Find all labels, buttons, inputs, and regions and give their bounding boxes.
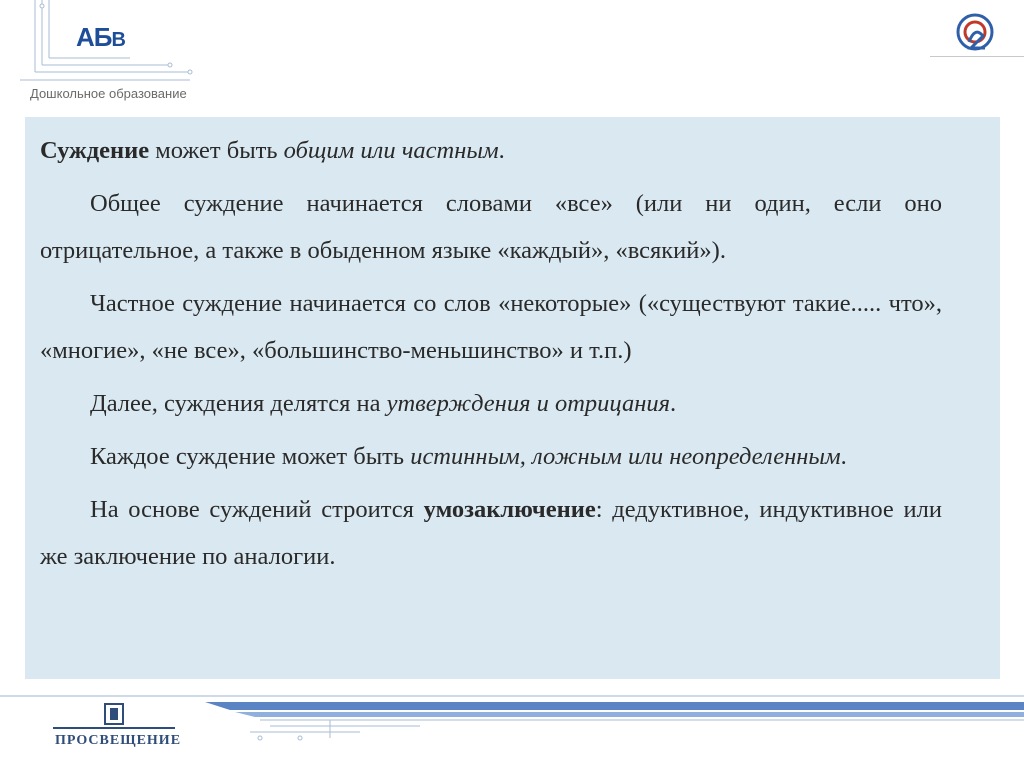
p4-text: Далее, суждения делятся на: [90, 390, 387, 417]
p1-end: .: [498, 137, 505, 164]
term-inference: умозаключение: [423, 496, 596, 523]
logo-small-text: В: [111, 29, 125, 51]
prosveshchenie-book-icon: [103, 702, 125, 726]
footer-brand: ПРОСВЕЩЕНИЕ: [55, 733, 182, 748]
corner-divider: [930, 56, 1024, 57]
paragraph-2: Общее суждение начинается словами «все» (или ни один, если оно отрицательное, а также в обыденном языке «каждый», «всякий»).: [40, 190, 942, 264]
emblem-icon: [955, 12, 995, 54]
term-judgment: Суждение: [40, 137, 150, 164]
p6-end: : дедуктивное, индуктивное или же заключение по аналогии.: [40, 496, 942, 570]
content-panel: [25, 117, 1000, 679]
header-subtitle: Дошкольное образование: [30, 86, 187, 101]
paragraph-5: [40, 433, 942, 480]
paragraph-3: Частное суждение начинается со слов «некоторые» («существуют такие..... что», «многие», «не все», «большинство-меньшинство» и т.п.): [40, 290, 942, 364]
p4-end: .: [670, 390, 677, 417]
p5-end: .: [840, 443, 847, 470]
p1-italic: общим или частным: [283, 137, 499, 164]
logo-main-text: АБ: [76, 22, 112, 52]
p5-text: Каждое суждение может быть: [90, 443, 411, 470]
p5-italic: истинным, ложным или неопределенным: [410, 443, 841, 470]
paragraph-1: [40, 127, 942, 174]
paragraph-4: [40, 380, 942, 427]
footer-brand-rule: [53, 727, 175, 729]
p1-text: может быть: [149, 137, 284, 164]
abv-logo: [76, 22, 125, 53]
p4-italic: утверждения и отрицания: [386, 390, 671, 417]
p6-text: На основе суждений строится: [90, 496, 424, 523]
paragraph-6: [40, 486, 942, 580]
